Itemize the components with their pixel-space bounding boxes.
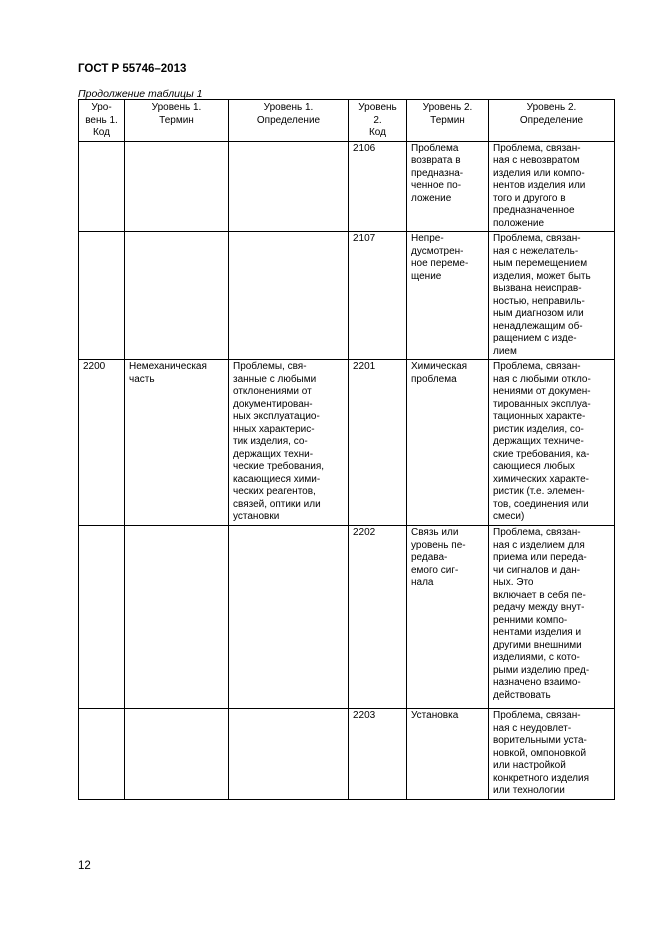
table-row <box>79 232 615 360</box>
cell-l2-code: 2106 <box>349 141 407 232</box>
cell-l1-def <box>229 141 349 232</box>
cell-l1-code <box>79 232 125 360</box>
cell-l2-def: Проблема, связан- ная с невозвратом изделия или компо- нентов изделия или того и другого в предназначенное положение <box>489 141 615 232</box>
cell-l1-def <box>229 232 349 360</box>
cell-l1-term <box>125 232 229 360</box>
table-header-row <box>79 100 615 142</box>
table-row <box>79 360 615 526</box>
cell-l2-def: Проблема, связан- ная с любыми откло- нениями от докумен- тированных эксплуа- тационных характе- ристик изделия, со- держащих техниче- ские требования, ка- сающиеся любых химических характе- ристик (т.е. элемен- тов, соединения или смеси) <box>489 360 615 526</box>
table-row <box>79 709 615 800</box>
cell-l2-code: 2107 <box>349 232 407 360</box>
cell-l2-term: Химическая проблема <box>407 360 489 526</box>
cell-l1-def <box>229 526 349 709</box>
cell-l1-def <box>229 709 349 800</box>
cell-l2-code: 2201 <box>349 360 407 526</box>
col-l2-term-header: Уровень 2. Термин <box>407 100 489 142</box>
cell-l1-def: Проблемы, свя- занные с любыми отклонениями от документирован- ных эксплуатацио- нных характерис- тик изделия, со- держащих техни- ческие требования, касающиеся хими- ческих реагентов, связей, оптики или установки <box>229 360 349 526</box>
col-l2-def-header: Уровень 2. Определение <box>489 100 615 142</box>
cell-l1-code <box>79 709 125 800</box>
col-l2-code-header: Уровень 2. Код <box>349 100 407 142</box>
table-row <box>79 141 615 232</box>
standard-number: ГОСТ Р 55746–2013 <box>78 63 187 75</box>
cell-l2-term: Установка <box>407 709 489 800</box>
cell-l2-def: Проблема, связан- ная с неудовлет- ворительными уста- новкой, омпоновкой или настройкой конкретного изделия или технологии <box>489 709 615 800</box>
cell-l1-code <box>79 141 125 232</box>
cell-l2-code: 2202 <box>349 526 407 709</box>
cell-l1-term <box>125 141 229 232</box>
table-row <box>79 526 615 709</box>
page-number: 12 <box>78 860 91 872</box>
cell-l2-term: Связь или уровень пе- редава- емого сиг- нала <box>407 526 489 709</box>
cell-l1-code: 2200 <box>79 360 125 526</box>
col-l1-code-header: Уро- вень 1. Код <box>79 100 125 142</box>
cell-l1-term: Немеханическая часть <box>125 360 229 526</box>
col-l1-def-header: Уровень 1. Определение <box>229 100 349 142</box>
cell-l2-def: Проблема, связан- ная с изделием для приема или переда- чи сигналов и дан- ных. Это включает в себя пе- редачу между внут- ренними компо- нентами изделия и другими внешними изделиями, с кото- рыми изделию пред- назначено взаимо- действовать <box>489 526 615 709</box>
cell-l1-term <box>125 526 229 709</box>
table-body <box>79 141 615 800</box>
cell-l1-code <box>79 526 125 709</box>
cell-l1-term <box>125 709 229 800</box>
cell-l2-def: Проблема, связан- ная с нежелатель- ным перемещением изделия, может быть вызвана неисправ- ностью, неправиль- ным диагнозом или ненадлежащим об- ращением с изде- лием <box>489 232 615 360</box>
cell-l2-code: 2203 <box>349 709 407 800</box>
cell-l2-term: Непре- дусмотрен- ное переме- щение <box>407 232 489 360</box>
table-continuation-caption: Продолжение таблицы 1 <box>78 88 203 100</box>
col-l1-term-header: Уровень 1. Термин <box>125 100 229 142</box>
cell-l2-term: Проблема возврата в предназна- ченное по- ложение <box>407 141 489 232</box>
terms-table <box>78 99 615 800</box>
